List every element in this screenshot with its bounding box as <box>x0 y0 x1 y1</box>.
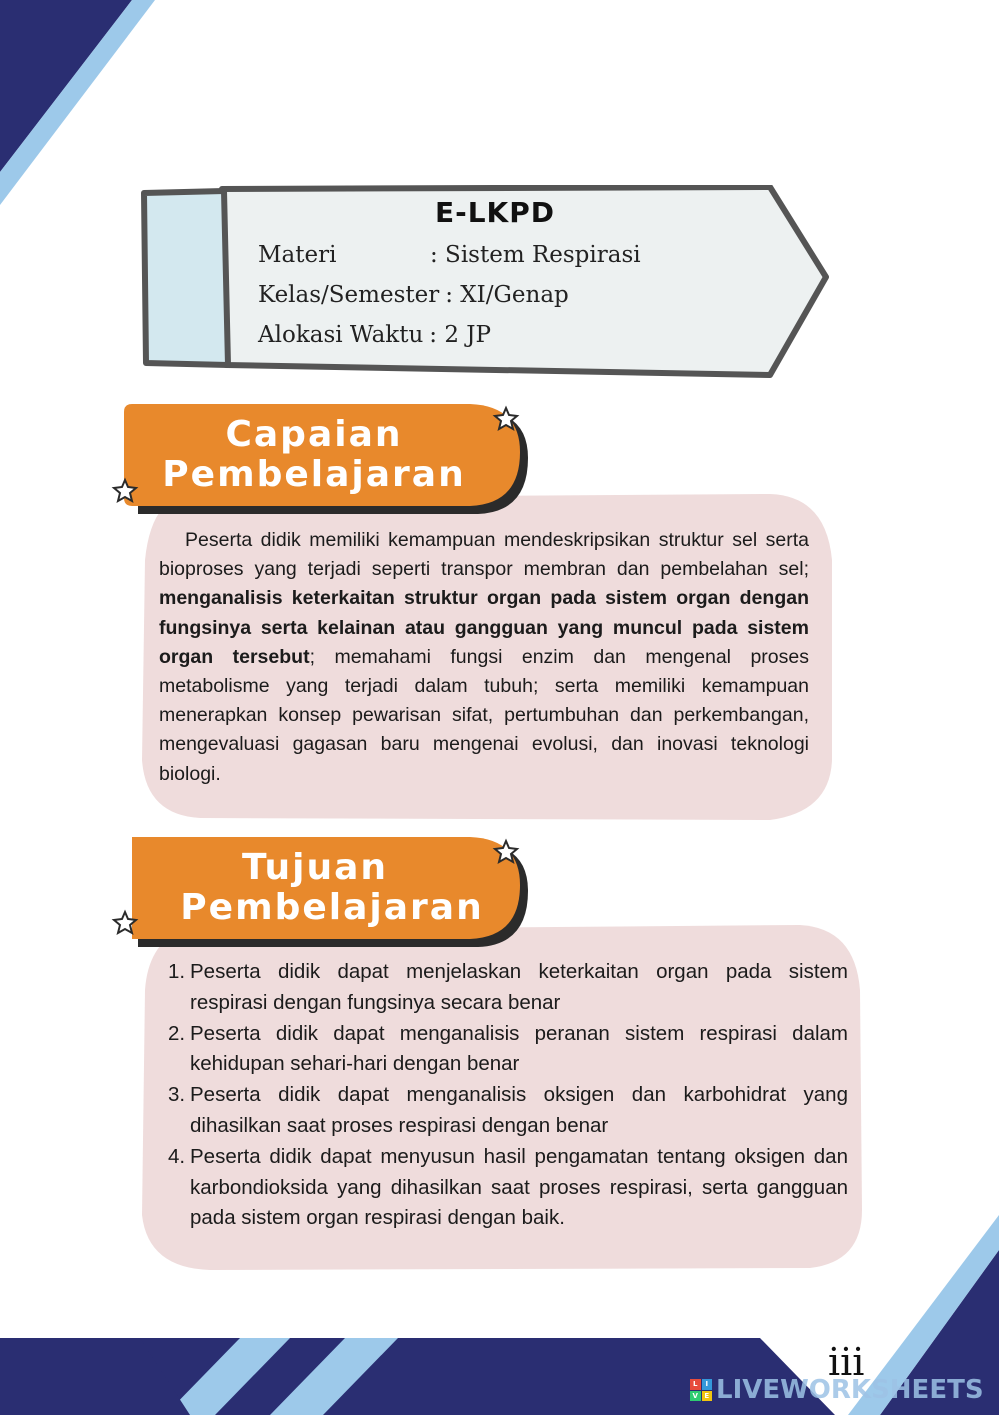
capaian-text-bold: menganalisis keterkaitan struktur organ pada sistem organ dengan fungsinya serta kelainan atau gangguan yang muncul pada sistem organ tersebut <box>159 587 809 668</box>
liveworksheets-watermark <box>690 1375 984 1405</box>
list-item <box>168 1080 848 1142</box>
tujuan-heading <box>124 848 520 928</box>
tujuan-list <box>168 957 848 1234</box>
list-item <box>168 1019 848 1081</box>
watermark-text: LIVEWORKSHEETS <box>716 1375 984 1405</box>
capaian-heading-line2: Pembelajaran <box>162 454 466 495</box>
list-item-number: 2. <box>168 1021 186 1045</box>
capaian-heading-line1: Capaian <box>225 414 403 455</box>
tujuan-heading-line1: Tujuan <box>241 847 389 888</box>
list-item-number: 1. <box>168 960 186 983</box>
list-item-text: Peserta didik dapat menjelaskan keterkaitan organ pada sistem respirasi dengan fungsinya secara benar <box>190 960 848 1014</box>
list-item-number: 3. <box>168 1083 186 1107</box>
list-item <box>168 957 848 1019</box>
header-row-alokasi <box>258 322 491 348</box>
capaian-text-a: Peserta didik memiliki kemampuan mendeskripsikan struktur sel serta bioproses yang terjadi seperti transpor membran dan pembelahan sel; <box>159 529 809 581</box>
list-item-text: Peserta didik dapat menganalisis peranan sistem respirasi dalam kehidupan sehari-hari dengan benar <box>190 1021 848 1076</box>
header-row-value: : 2 JP <box>429 322 491 348</box>
header-row-label: Alokasi Waktu <box>258 322 424 348</box>
list-item-text: Peserta didik dapat menyusun hasil pengamatan tentang oksigen dan karbondioksida yang dihasilkan saat proses respirasi, serta gangguan pada sistem organ respirasi dengan baik. <box>190 1144 848 1230</box>
list-item <box>168 1142 848 1234</box>
liveworksheets-logo-icon: L I V E <box>690 1379 712 1401</box>
header-row-label: Kelas/Semester <box>258 282 440 308</box>
page-number: iii <box>828 1340 865 1384</box>
list-item-number: 4. <box>168 1144 186 1168</box>
document-title: E-LKPD <box>434 196 556 229</box>
list-item-text: Peserta didik dapat menganalisis oksigen dan karbohidrat yang dihasilkan saat proses respirasi dengan benar <box>190 1083 848 1137</box>
header-row-kelas <box>258 282 569 308</box>
header-tab <box>144 191 228 365</box>
capaian-paragraph <box>159 526 809 789</box>
header-row-value: : XI/Genap <box>445 282 569 308</box>
capaian-heading <box>124 415 520 495</box>
tujuan-heading-line2: Pembelajaran <box>180 887 484 928</box>
header-row-value: : Sistem Respirasi <box>430 242 641 268</box>
header-row-materi <box>258 242 641 268</box>
header-row-label: Materi <box>258 242 337 268</box>
capaian-text-b: ; memahami fungsi enzim dan mengenal proses metabolisme yang terjadi dalam tubuh; serta memiliki kemampuan menerapkan konsep pewarisan sifat, pertumbuhan dan perkembangan, mengevaluasi gagasan baru mengenai evolusi, dan inovasi teknologi biologi. <box>159 645 809 785</box>
